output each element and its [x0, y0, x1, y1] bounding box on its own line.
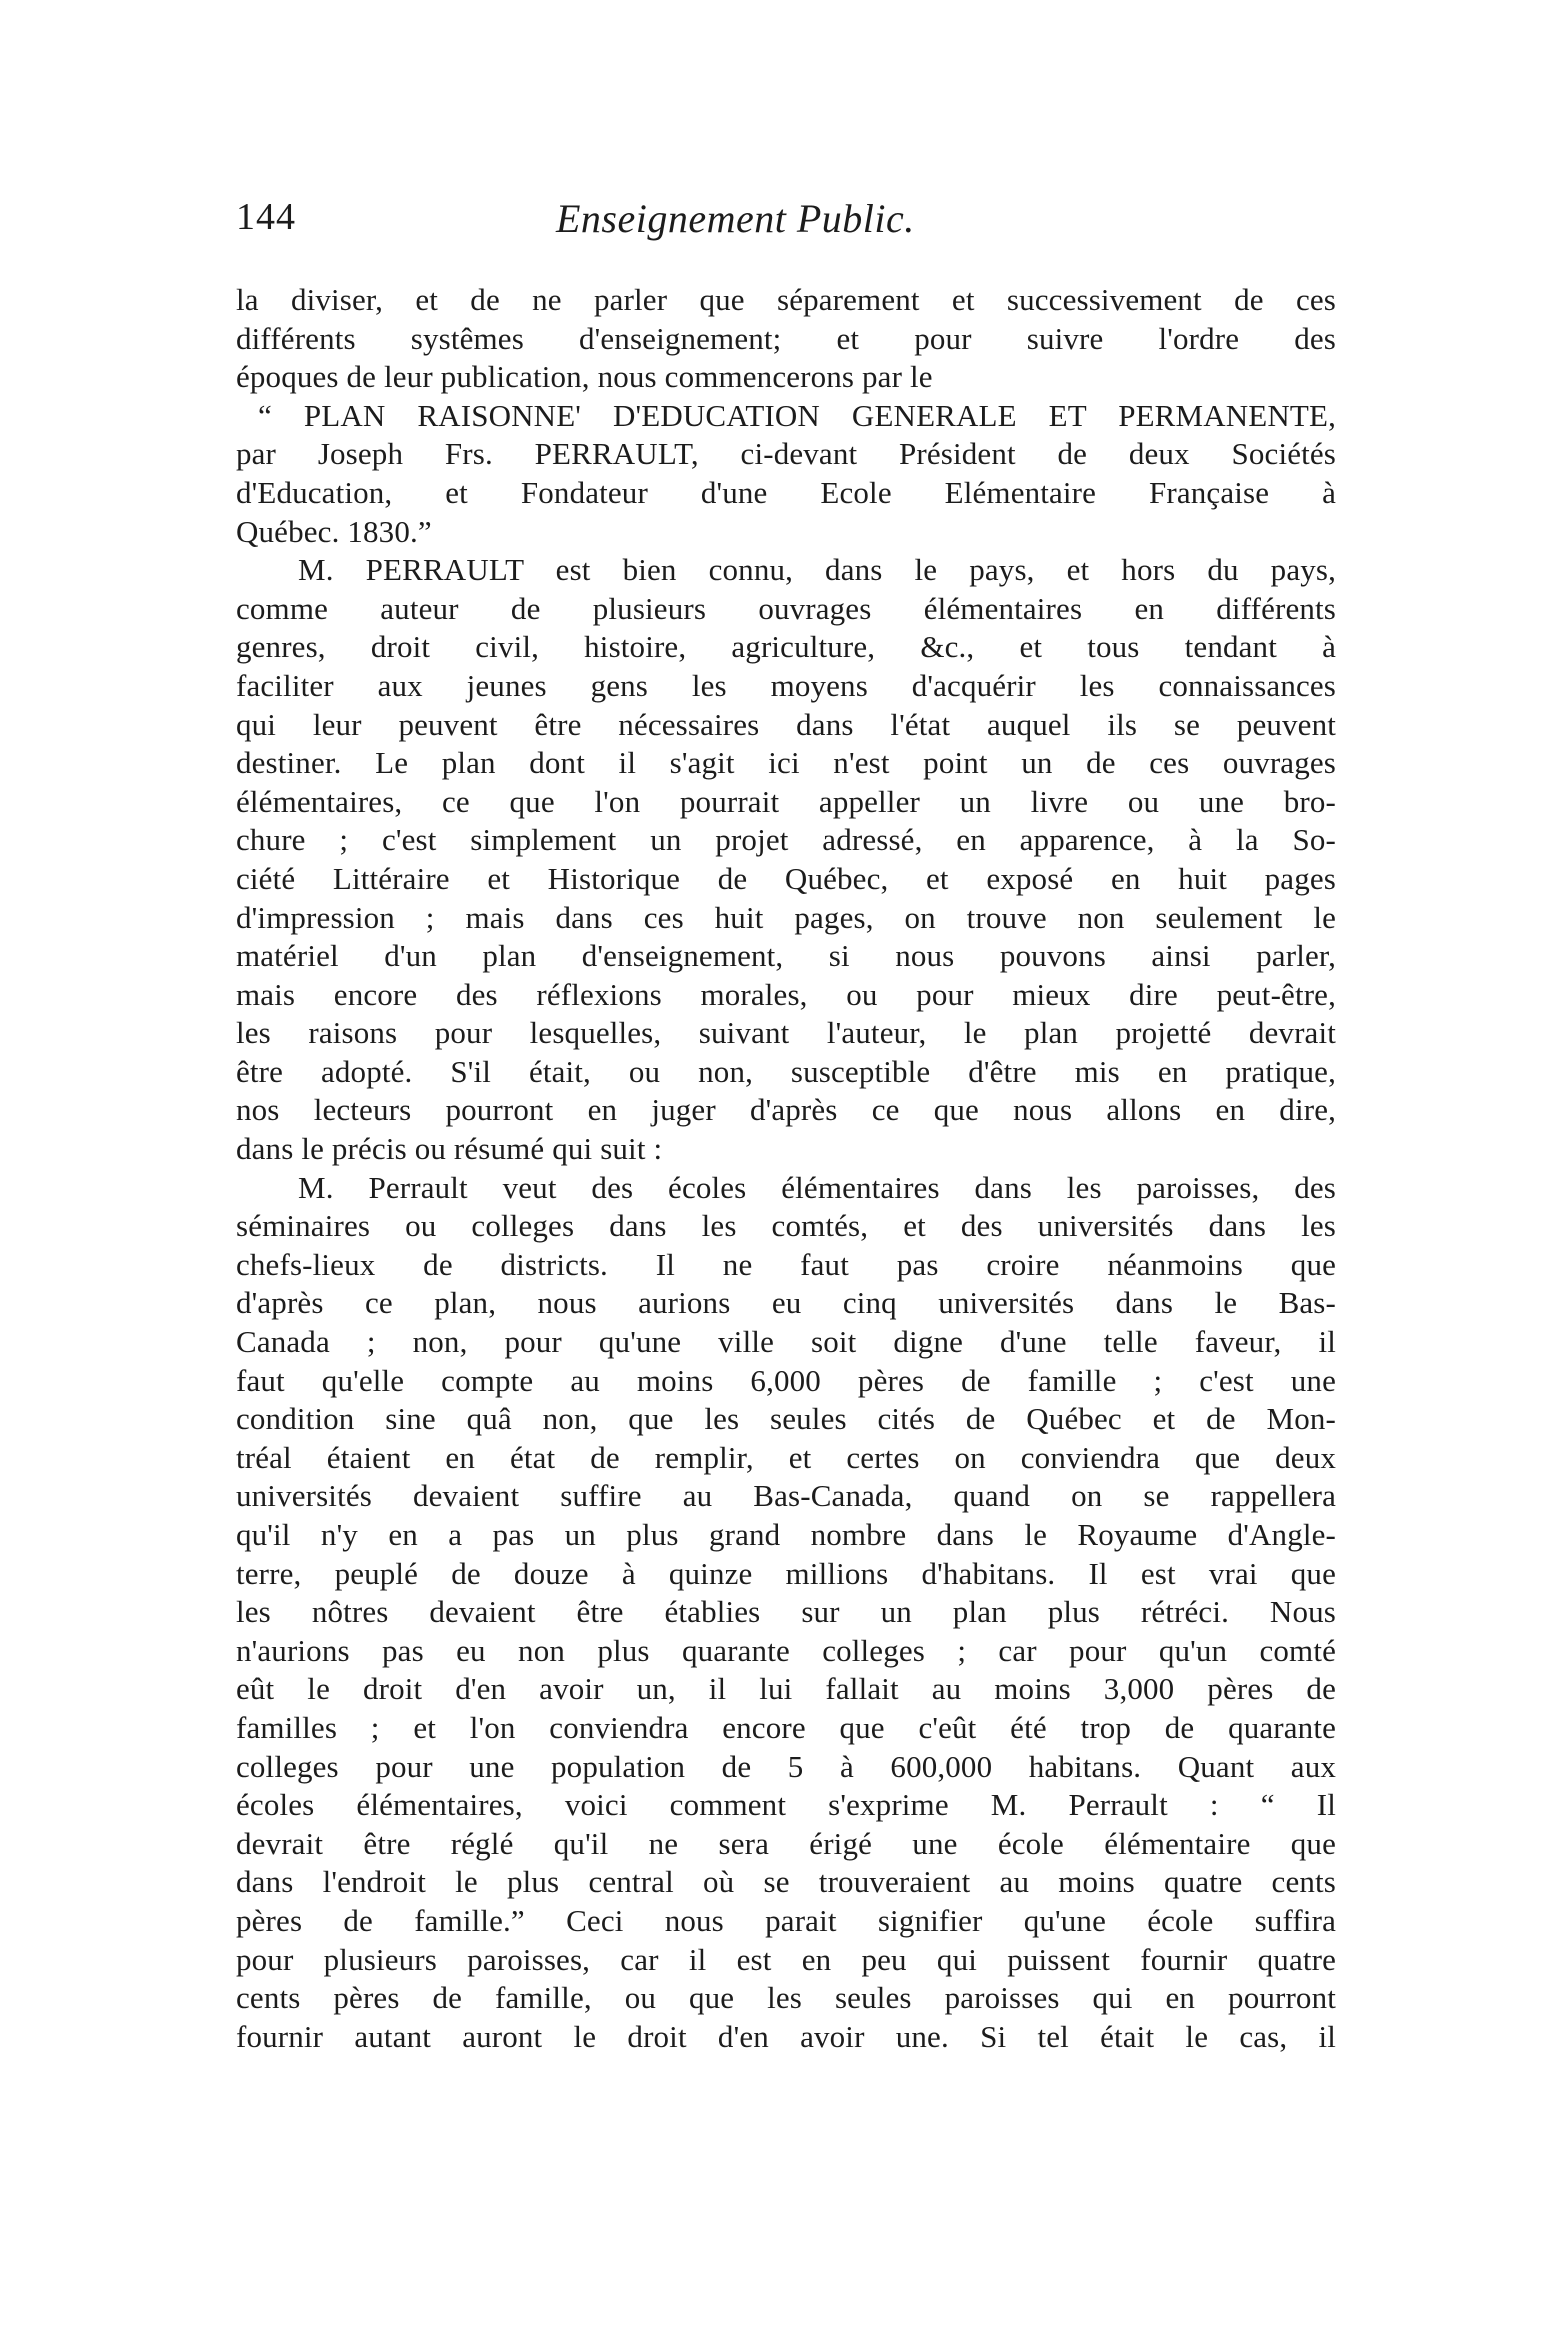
text-line: d'après ce plan, nous aurions eu cinq universités dans le Bas-	[236, 1285, 1336, 1321]
text-line: devrait être réglé qu'il ne sera érigé une école élémentaire que	[236, 1825, 1336, 1861]
text-line: pour plusieurs paroisses, car il est en peu qui puissent fournir quatre	[236, 1941, 1336, 1977]
text-line: colleges pour une population de 5 à 600,000 habitans. Quant aux	[236, 1748, 1336, 1784]
text-line: M. PERRAULT est bien connu, dans le pays, et hors du pays,	[298, 552, 1336, 588]
text-line: écoles élémentaires, voici comment s'exprime M. Perrault : “ Il	[236, 1787, 1336, 1823]
text-line: comme auteur de plusieurs ouvrages élémentaires en différents	[236, 590, 1336, 626]
text-line: faciliter aux jeunes gens les moyens d'acquérir les connaissances	[236, 667, 1336, 703]
text-line: eût le droit d'en avoir un, il lui fallait au moins 3,000 pères de	[236, 1671, 1336, 1707]
text-line: différents systêmes d'enseignement; et pour suivre l'ordre des	[236, 320, 1336, 356]
text-line: terre, peuplé de douze à quinze millions d'habitans. Il est vrai que	[236, 1555, 1336, 1591]
text-line: familles ; et l'on conviendra encore que c'eût été trop de quarante	[236, 1709, 1336, 1745]
text-line: la diviser, et de ne parler que séparement et successivement de ces	[236, 282, 1336, 317]
text-line: n'aurions pas eu non plus quarante colleges ; car pour qu'un comté	[236, 1632, 1336, 1668]
text-line: les raisons pour lesquelles, suivant l'auteur, le plan projetté devrait	[236, 1015, 1336, 1051]
text-line: les nôtres devaient être établies sur un plan plus rétréci. Nous	[236, 1594, 1336, 1630]
text-line: qu'il n'y en a pas un plus grand nombre dans le Royaume d'Angle-	[236, 1517, 1336, 1552]
text-line: Québec. 1830.”	[236, 513, 432, 549]
text-line: nos lecteurs pourront en juger d'après ce que nous allons en dire,	[236, 1092, 1336, 1128]
text-line: ciété Littéraire et Historique de Québec, et exposé en huit pages	[236, 860, 1336, 896]
text-line: cents pères de famille, ou que les seules paroisses qui en pourront	[236, 1980, 1336, 2016]
text-line: universités devaient suffire au Bas-Canada, quand on se rappellera	[236, 1478, 1336, 1514]
text-line: chure ; c'est simplement un projet adressé, en apparence, à la So-	[236, 822, 1336, 858]
page-number: 144	[236, 196, 296, 238]
running-title: Enseignement Public.	[556, 196, 915, 241]
text-line: être adopté. S'il était, ou non, susceptible d'être mis en pratique,	[236, 1053, 1336, 1089]
text-line: condition sine quâ non, que les seules cités de Québec et de Mon-	[236, 1401, 1336, 1437]
text-line: destiner. Le plan dont il s'agit ici n'est point un de ces ouvrages	[236, 745, 1336, 781]
text-line: par Joseph Frs. PERRAULT, ci-devant Président de deux Sociétés	[236, 436, 1336, 472]
book-page	[236, 195, 1336, 2056]
page-header	[236, 195, 1336, 255]
text-line: Canada ; non, pour qu'une ville soit digne d'une telle faveur, il	[236, 1324, 1336, 1360]
text-line: fournir autant auront le droit d'en avoir une. Si tel était le cas, il	[236, 2018, 1336, 2054]
text-line: dans l'endroit le plus central où se trouveraient au moins quatre cents	[236, 1864, 1336, 1900]
text-line: M. Perrault veut des écoles élémentaires dans les paroisses, des	[298, 1169, 1336, 1205]
text-line: d'impression ; mais dans ces huit pages, on trouve non seulement le	[236, 899, 1336, 935]
text-line: époques de leur publication, nous commencerons par le	[236, 359, 933, 395]
text-line: d'Education, et Fondateur d'une Ecole Elémentaire Française à	[236, 474, 1336, 510]
text-line: chefs-lieux de districts. Il ne faut pas croire néanmoins que	[236, 1246, 1336, 1282]
text-line: mais encore des réflexions morales, ou pour mieux dire peut-être,	[236, 976, 1336, 1012]
text-line: séminaires ou colleges dans les comtés, et des universités dans les	[236, 1208, 1336, 1244]
text-line: faut qu'elle compte au moins 6,000 pères de famille ; c'est une	[236, 1362, 1336, 1398]
text-line: pères de famille.” Ceci nous parait signifier qu'une école suffira	[236, 1902, 1336, 1938]
text-line: tréal étaient en état de remplir, et certes on conviendra que deux	[236, 1439, 1336, 1475]
body-text	[236, 281, 1336, 2056]
text-line: genres, droit civil, histoire, agriculture, &c., et tous tendant à	[236, 629, 1336, 665]
text-line: dans le précis ou résumé qui suit :	[236, 1131, 663, 1167]
text-line: “ PLAN RAISONNE' D'EDUCATION GENERALE ET PERMANENTE,	[258, 397, 1336, 433]
text-line: matériel d'un plan d'enseignement, si nous pouvons ainsi parler,	[236, 938, 1336, 974]
text-line: qui leur peuvent être nécessaires dans l'état auquel ils se peuvent	[236, 706, 1336, 742]
text-line: élémentaires, ce que l'on pourrait appeller un livre ou une bro-	[236, 783, 1336, 819]
